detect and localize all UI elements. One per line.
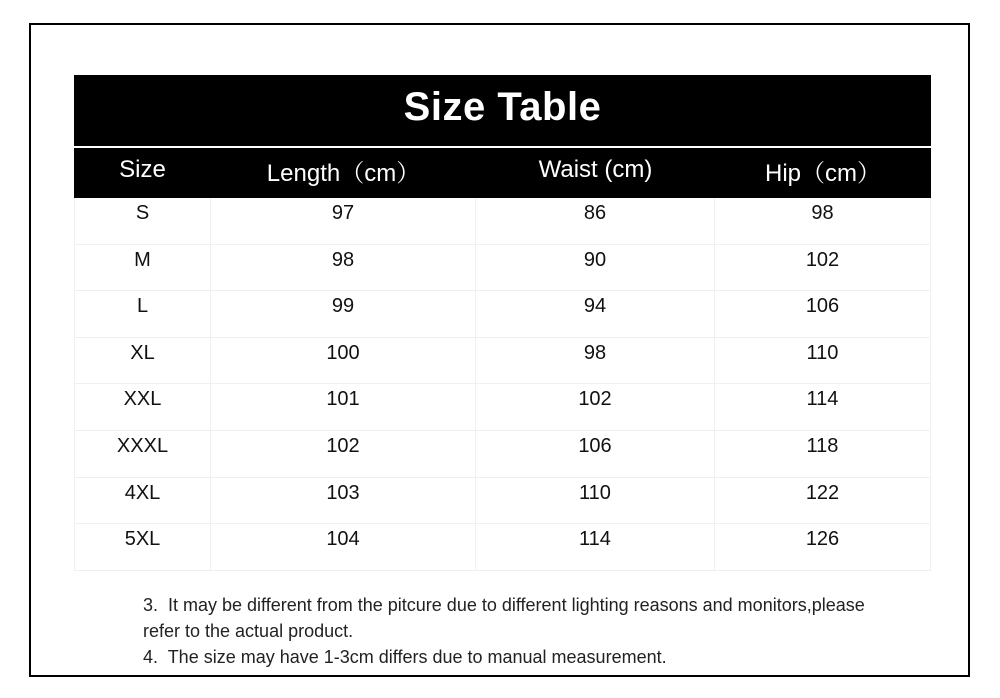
table-cell-hip: 110 — [806, 341, 839, 364]
table-cell-length: 98 — [211, 245, 476, 291]
table-cell-length: 101 — [211, 384, 476, 430]
table-cell-hip: 102 — [805, 248, 840, 271]
table-cell-hip: 106 — [805, 295, 840, 318]
table-row — [75, 245, 930, 292]
table-cell-waist: 110 — [476, 478, 715, 524]
footnote-line: 3. It may be different from the pitcure due to different lighting reasons and monitors,please — [143, 595, 865, 615]
table-cell-hip: 118 — [806, 434, 839, 457]
table-cell-size: 4XL — [75, 478, 211, 524]
table-header-row — [74, 148, 931, 198]
outer-border-frame — [29, 23, 970, 677]
column-header-waist: Waist (cm) — [538, 156, 653, 183]
footnote-line: 4. The size may have 1-3cm differs due to manual measurement. — [143, 647, 667, 667]
size-table — [74, 75, 931, 571]
table-cell-length: 97 — [211, 198, 476, 244]
column-header-size: Size — [119, 156, 166, 183]
table-cell-length: 104 — [211, 524, 476, 570]
table-cell-size: XL — [75, 338, 211, 384]
table-cell-length: 100 — [211, 338, 476, 384]
table-cell-waist: 98 — [476, 338, 715, 384]
footnote-line: refer to the actual product. — [143, 621, 354, 641]
table-cell-waist: 86 — [476, 198, 715, 244]
table-title: Size Table — [403, 85, 602, 129]
footnotes — [143, 592, 933, 670]
table-cell-length: 103 — [211, 478, 476, 524]
table-row — [75, 198, 930, 245]
table-cell-size: 5XL — [75, 524, 211, 570]
column-header-hip: Hip（cm） — [764, 159, 881, 187]
table-cell-size: S — [75, 198, 211, 244]
table-cell-waist: 106 — [476, 431, 715, 477]
table-cell-size: XXL — [75, 384, 211, 430]
column-header-length: Length（cm） — [266, 159, 421, 187]
table-cell-hip: 126 — [805, 528, 840, 551]
table-row — [75, 524, 930, 571]
table-title-bar — [74, 75, 931, 148]
size-table-body — [74, 198, 931, 571]
table-cell-waist: 114 — [476, 524, 715, 570]
table-cell-length: 99 — [211, 291, 476, 337]
table-cell-size: M — [75, 245, 211, 291]
table-cell-waist: 102 — [476, 384, 715, 430]
table-cell-size: XXXL — [75, 431, 211, 477]
table-row — [75, 338, 930, 385]
table-cell-waist: 90 — [476, 245, 715, 291]
table-row — [75, 431, 930, 478]
table-cell-length: 102 — [211, 431, 476, 477]
table-cell-hip: 98 — [811, 202, 834, 224]
table-row — [75, 478, 930, 525]
table-cell-hip: 122 — [805, 481, 840, 504]
table-cell-size: L — [75, 291, 211, 337]
table-cell-waist: 94 — [476, 291, 715, 337]
table-cell-hip: 114 — [806, 388, 839, 411]
table-row — [75, 291, 930, 338]
table-row — [75, 384, 930, 431]
